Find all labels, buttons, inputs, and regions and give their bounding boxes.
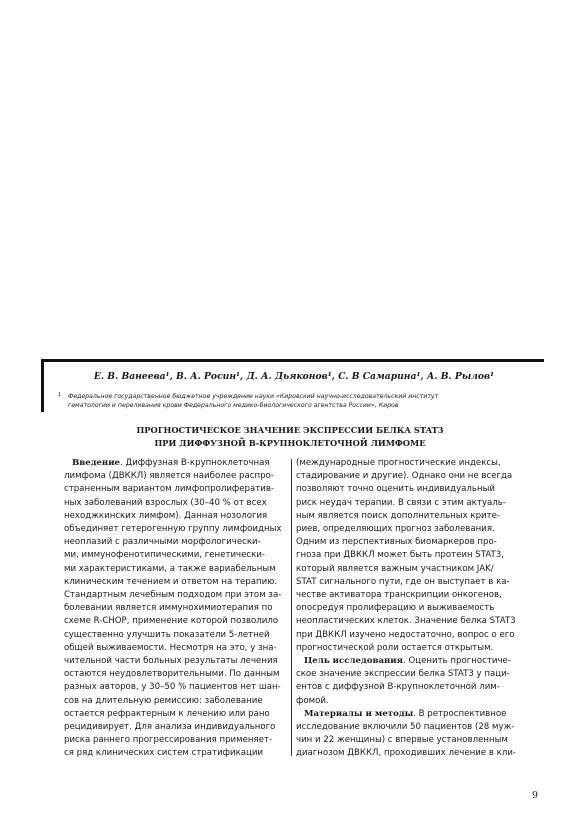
text-line: неоплазий с различными морфологически- xyxy=(64,537,261,548)
intro-first-text: . Диффузная В-крупноклеточная xyxy=(120,458,270,468)
text-line: фомой. xyxy=(296,695,329,706)
text-line: неопластических клеток. Значение белка STAT3 xyxy=(296,616,516,627)
methods-first-line xyxy=(296,708,540,721)
text-line: общей выживаемости. Несмотря на это, у зна- xyxy=(64,642,277,653)
right-column xyxy=(296,457,540,761)
text-line: прогностической роли остается открытым. xyxy=(296,642,494,653)
text-line: ское значение экспрессии белка STAT3 у паци- xyxy=(296,669,510,680)
text-line: честве активатора транскрипции онкогенов, xyxy=(296,590,502,601)
text-line: рецидивирует. Для анализа индивидуального xyxy=(64,722,276,733)
intro-continued xyxy=(296,457,540,655)
left-column xyxy=(64,457,302,761)
aim-first-line xyxy=(296,655,540,668)
text-line: Стандартным лечебным подходом при этом за- xyxy=(64,590,282,601)
text-line: ным является поиск дополнительных крите- xyxy=(296,510,501,521)
text-line: остается рефрактерным к лечению или рано xyxy=(64,708,270,719)
text-line: клиническим течением и ответом на терапию. xyxy=(64,576,278,587)
text-line: ся ряд клинических систем стратификации xyxy=(64,748,264,759)
text-line: лимфома (ДВККЛ) является наиболее распро- xyxy=(64,471,274,482)
affiliation-line: гематологии и переливания крови Федерального медико-биологического агентства России», Киров xyxy=(68,402,399,409)
methods-body xyxy=(296,721,540,761)
authors-line: Е. В. Ванеева¹, В. А. Росин¹, Д. А. Дьяконов¹, С. В Самарина¹, А. В. Рылов¹ xyxy=(93,371,495,382)
intro-heading: Введение xyxy=(72,458,121,468)
text-line: который является важным участником JAK/ xyxy=(296,563,494,574)
text-line: риев, определяющих прогноз заболевания. xyxy=(296,524,495,535)
text-line: риск неудач терапии. В связи с этим актуаль- xyxy=(296,497,506,508)
text-line: сов на длительную ремиссию: заболевание xyxy=(64,695,263,706)
text-line: неходжкинских лимфом). Данная нозология xyxy=(64,510,268,521)
text-line: страненным вариантом лимфопролифератив- xyxy=(64,484,275,495)
title-line: ПРИ ДИФФУЗНОЙ В-КРУПНОКЛЕТОЧНОЙ ЛИМФОМЕ xyxy=(154,438,426,448)
text-line: гноза при ДВККЛ может быть протеин STAT3, xyxy=(296,550,505,561)
text-line: исследование включили 50 пациентов (28 муж- xyxy=(296,722,515,733)
text-line: остаются неудовлетворительными. По данным xyxy=(64,669,280,680)
text-line: чительной части больных результаты лечения xyxy=(64,656,278,667)
page-number: 9 xyxy=(531,790,538,801)
text-line: диагнозом ДВККЛ, проходивших лечение в кли- xyxy=(296,748,517,759)
text-line: ных заболеваний взрослых (30–40 % от всех xyxy=(64,497,267,508)
intro-first-line xyxy=(64,457,302,470)
aim-body xyxy=(296,668,540,708)
affiliation-marker: 1 xyxy=(58,392,62,398)
column-divider xyxy=(291,459,292,756)
affiliation-line: Федеральное государственное бюджетное учреждение науки «Кировский научно-исследовательский институт xyxy=(68,393,439,400)
article-title xyxy=(40,424,540,450)
text-line: (международные прогностические индексы, xyxy=(296,458,501,468)
methods-first-text: . В ретроспективное xyxy=(413,708,507,719)
text-line: ентов с диффузной В-крупноклеточной лим- xyxy=(296,682,500,693)
title-line: ПРОГНОСТИЧЕСКОЕ ЗНАЧЕНИЕ ЭКСПРЕССИИ БЕЛКА STAT3 xyxy=(136,425,444,435)
aim-first-text: . Оценить прогностиче- xyxy=(403,656,511,667)
intro-body xyxy=(64,470,302,760)
text-line: стадирование и другие). Однако они не всегда xyxy=(296,471,513,482)
text-line: болевании является иммунохимиотерапия по xyxy=(64,603,273,614)
affiliation xyxy=(58,392,538,410)
article-header-box xyxy=(41,359,544,412)
text-line: чин и 22 женщины) с впервые установленным xyxy=(296,735,508,746)
text-line: ми, иммунофенотипическими, генетически- xyxy=(64,550,266,561)
text-line: Одним из перспективных биомаркеров про- xyxy=(296,537,497,548)
text-line: при ДВККЛ изучено недостаточно, вопрос о его xyxy=(296,629,515,640)
text-line: STAT сигнального пути, где он выступает в ка- xyxy=(296,576,510,587)
text-line: позволяют точно оценить индивидуальный xyxy=(296,484,495,495)
text-line: разных авторов, у 30–50 % пациентов нет шан- xyxy=(64,682,281,693)
text-line: риска раннего прогрессирования применяет- xyxy=(64,735,273,746)
text-line: опосредуя пролиферацию и выживаемость xyxy=(296,603,495,614)
methods-heading: Материалы и методы xyxy=(304,708,414,719)
text-line: существенно улучшить показатели 5-летней xyxy=(64,629,270,640)
text-line: ми характеристиками, а также вариабельным xyxy=(64,563,276,574)
text-line: схеме R-CHOP, применение которой позволило xyxy=(64,616,279,627)
aim-heading: Цель исследования xyxy=(304,656,404,667)
text-line: объединяет гетерогенную группу лимфоидных xyxy=(64,524,282,535)
